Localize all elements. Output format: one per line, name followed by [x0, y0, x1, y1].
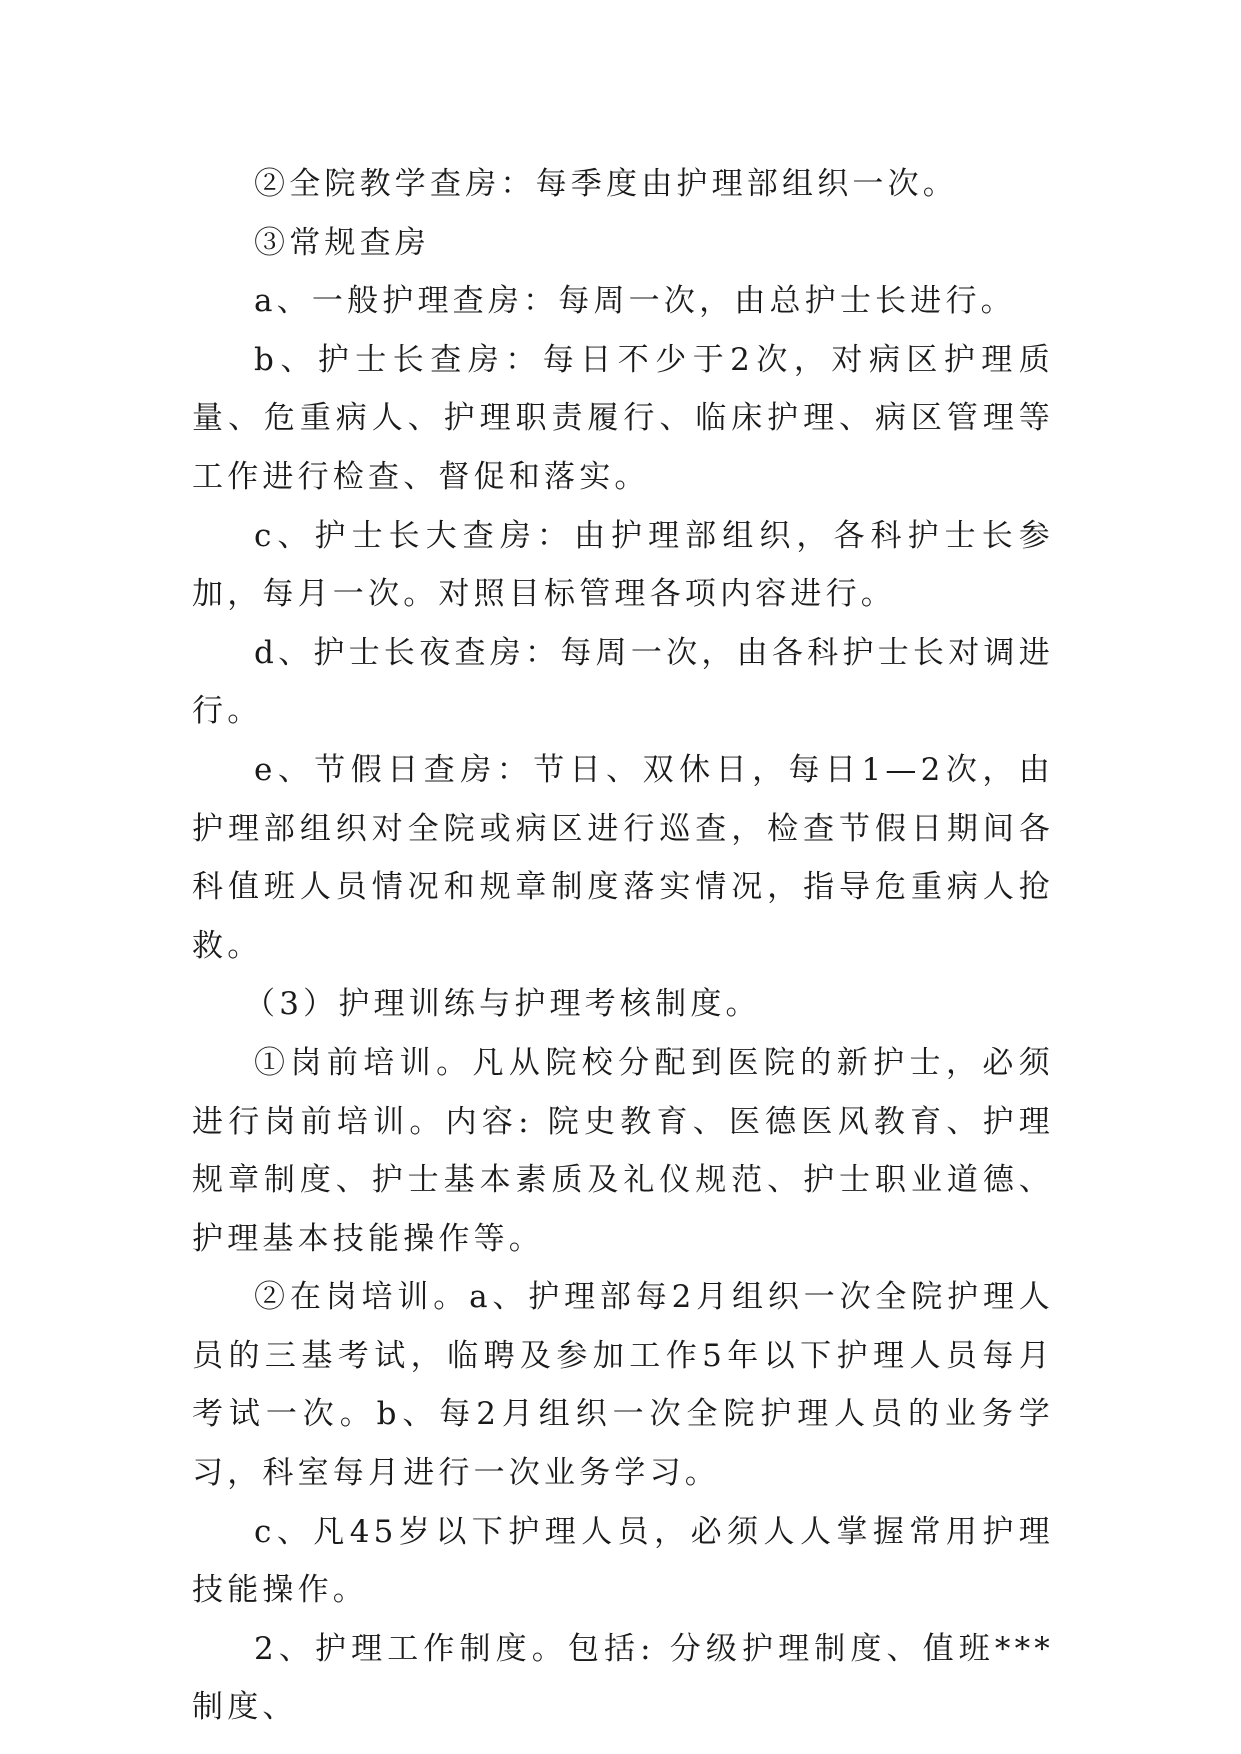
paragraph: b、护士长查房：每日不少于2次，对病区护理质量、危重病人、护理职责履行、临床护理、病区管理等工作进行检查、督促和落实。: [192, 341, 1054, 495]
paragraph: a、一般护理查房：每周一次，由总护士长进行。: [254, 283, 1016, 320]
section-heading: （3）护理训练与护理考核制度。: [244, 986, 761, 1023]
paragraph: ①岗前培训。凡从院校分配到医院的新护士，必须进行岗前培训。内容: 院史教育、医德医风教育、护理规章制度、护士基本素质及礼仪规范、护士职业道德、护理基本技能操作等。: [192, 1044, 1054, 1257]
paragraph: 2、护理工作制度。包括: 分级护理制度、值班***制度、: [192, 1630, 1054, 1726]
paragraph: ③常规查房: [254, 224, 430, 261]
paragraph: c、护士长大查房：由护理部组织，各科护士长参加，每月一次。对照目标管理各项内容进行。: [192, 517, 1054, 613]
paragraph: ②全院教学查房：每季度由护理部组织一次。: [254, 166, 958, 202]
paragraph: ②在岗培训。a、护理部每2月组织一次全院护理人员的三基考试，临聘及参加工作5年以下护理人员每月考试一次。b、每2月组织一次全院护理人员的业务学习，科室每月进行一次业务学习。: [192, 1279, 1054, 1492]
paragraph: c、凡45岁以下护理人员，必须人人掌握常用护理技能操作。: [192, 1513, 1054, 1609]
paragraph: d、护士长夜查房：每周一次，由各科护士长对调进行。: [192, 634, 1054, 730]
document-body: [192, 155, 1054, 1737]
paragraph: e、节假日查房：节日、双休日，每日1—2次，由护理部组织对全院或病区进行巡查，检查节假日期间各科值班人员情况和规章制度落实情况，指导危重病人抢救。: [192, 751, 1054, 964]
